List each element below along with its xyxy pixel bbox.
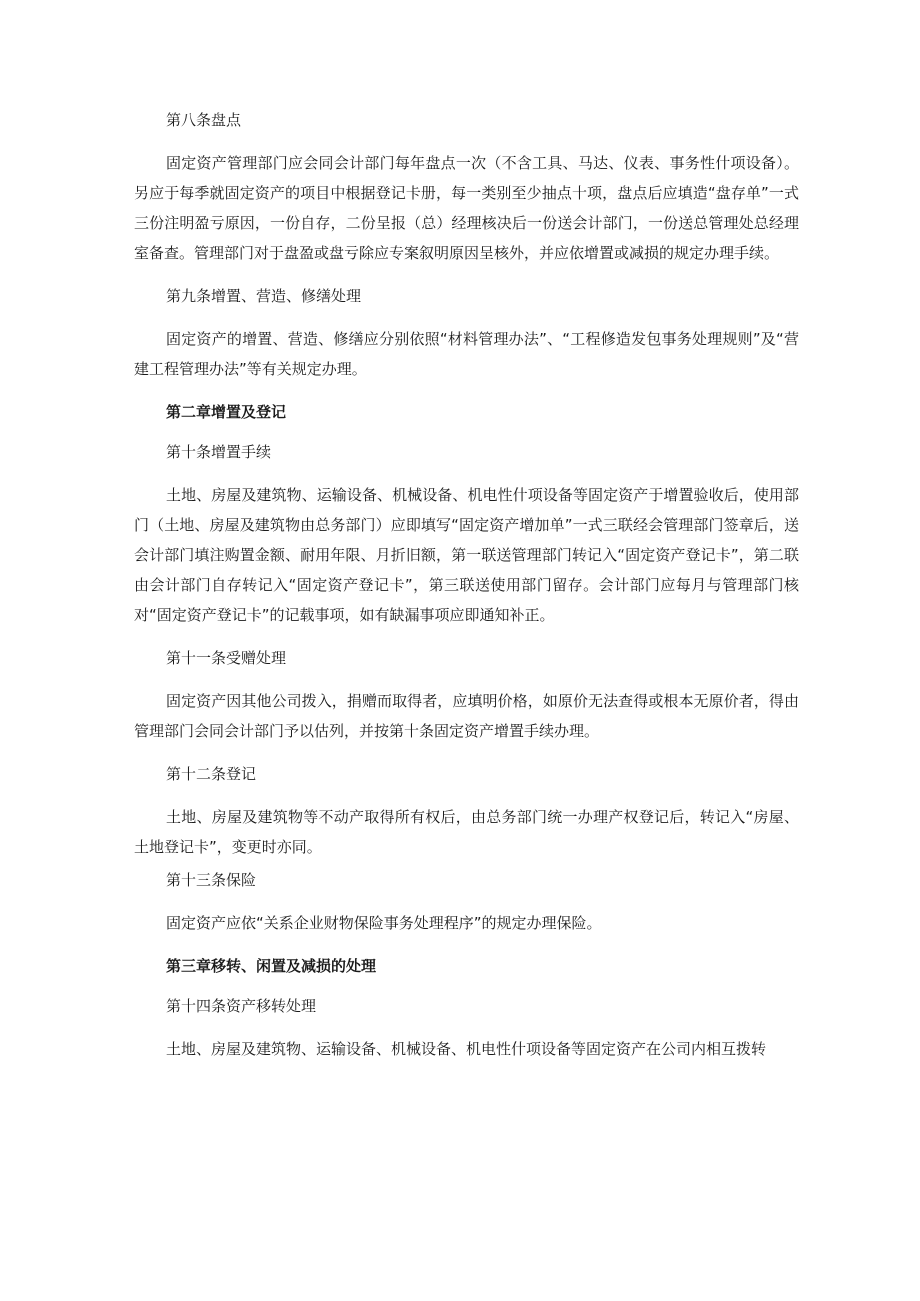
article-paragraph: 土地、房屋及建筑物等不动产取得所有权后，由总务部门统一办理产权登记后，转记入“房屋、土地登记卡”，变更时亦同。 [134,808,799,856]
chapter-heading: 第二章增置及登记 [166,403,287,421]
document-body [134,108,799,1080]
article-paragraph: 固定资产应依“关系企业财物保险事务处理程序”的规定办理保险。 [166,914,602,932]
chapter-heading: 第三章移转、闲置及减损的处理 [166,957,377,975]
article-paragraph: 固定资产管理部门应会同会计部门每年盘点一次（不含工具、马达、仪表、事务性什项设备）。另应于每季就固定资产的项目中根据登记卡册，每一类别至少抽点十项，盘点后应填造“盘存单”一式三份注明盈亏原因，一份自存，二份呈报（总）经理核决后一份送会计部门，一份送总管理处总经理室备查。管理部门对于盘盈或盘亏除应专案叙明原因呈核外，并应依增置或减损的规定办理手续。 [134,154,799,262]
article-heading: 第九条增置、营造、修缮处理 [166,287,362,305]
article-heading: 第十四条资产移转处理 [166,997,317,1015]
article-heading: 第十一条受赠处理 [166,649,287,667]
article-heading: 第十二条登记 [166,765,257,783]
article-heading: 第十三条保险 [166,871,257,889]
article-heading: 第八条盘点 [166,111,242,129]
article-paragraph: 固定资产因其他公司拨入，捐赠而取得者，应填明价格，如原价无法查得或根本无原价者，得由管理部门会同会计部门予以估列，并按第十条固定资产增置手续办理。 [134,692,799,740]
article-paragraph: 固定资产的增置、营造、修缮应分别依照“材料管理办法”、“工程修造发包事务处理规则”及“营建工程管理办法”等有关规定办理。 [134,330,799,378]
article-paragraph: 土地、房屋及建筑物、运输设备、机械设备、机电性什项设备等固定资产于增置验收后，使用部门（土地、房屋及建筑物由总务部门）应即填写“固定资产增加单”一式三联经会管理部门签章后，送会计部门填注购置金额、耐用年限、月折旧额，第一联送管理部门转记入“固定资产登记卡”，第二联由会计部门自存转记入“固定资产登记卡”，第三联送使用部门留存。会计部门应每月与管理部门核对“固定资产登记卡”的记载事项，如有缺漏事项应即通知补正。 [134,486,799,624]
article-heading: 第十条增置手续 [166,443,272,461]
article-paragraph: 土地、房屋及建筑物、运输设备、机械设备、机电性什项设备等固定资产在公司内相互拨转 [166,1040,767,1058]
